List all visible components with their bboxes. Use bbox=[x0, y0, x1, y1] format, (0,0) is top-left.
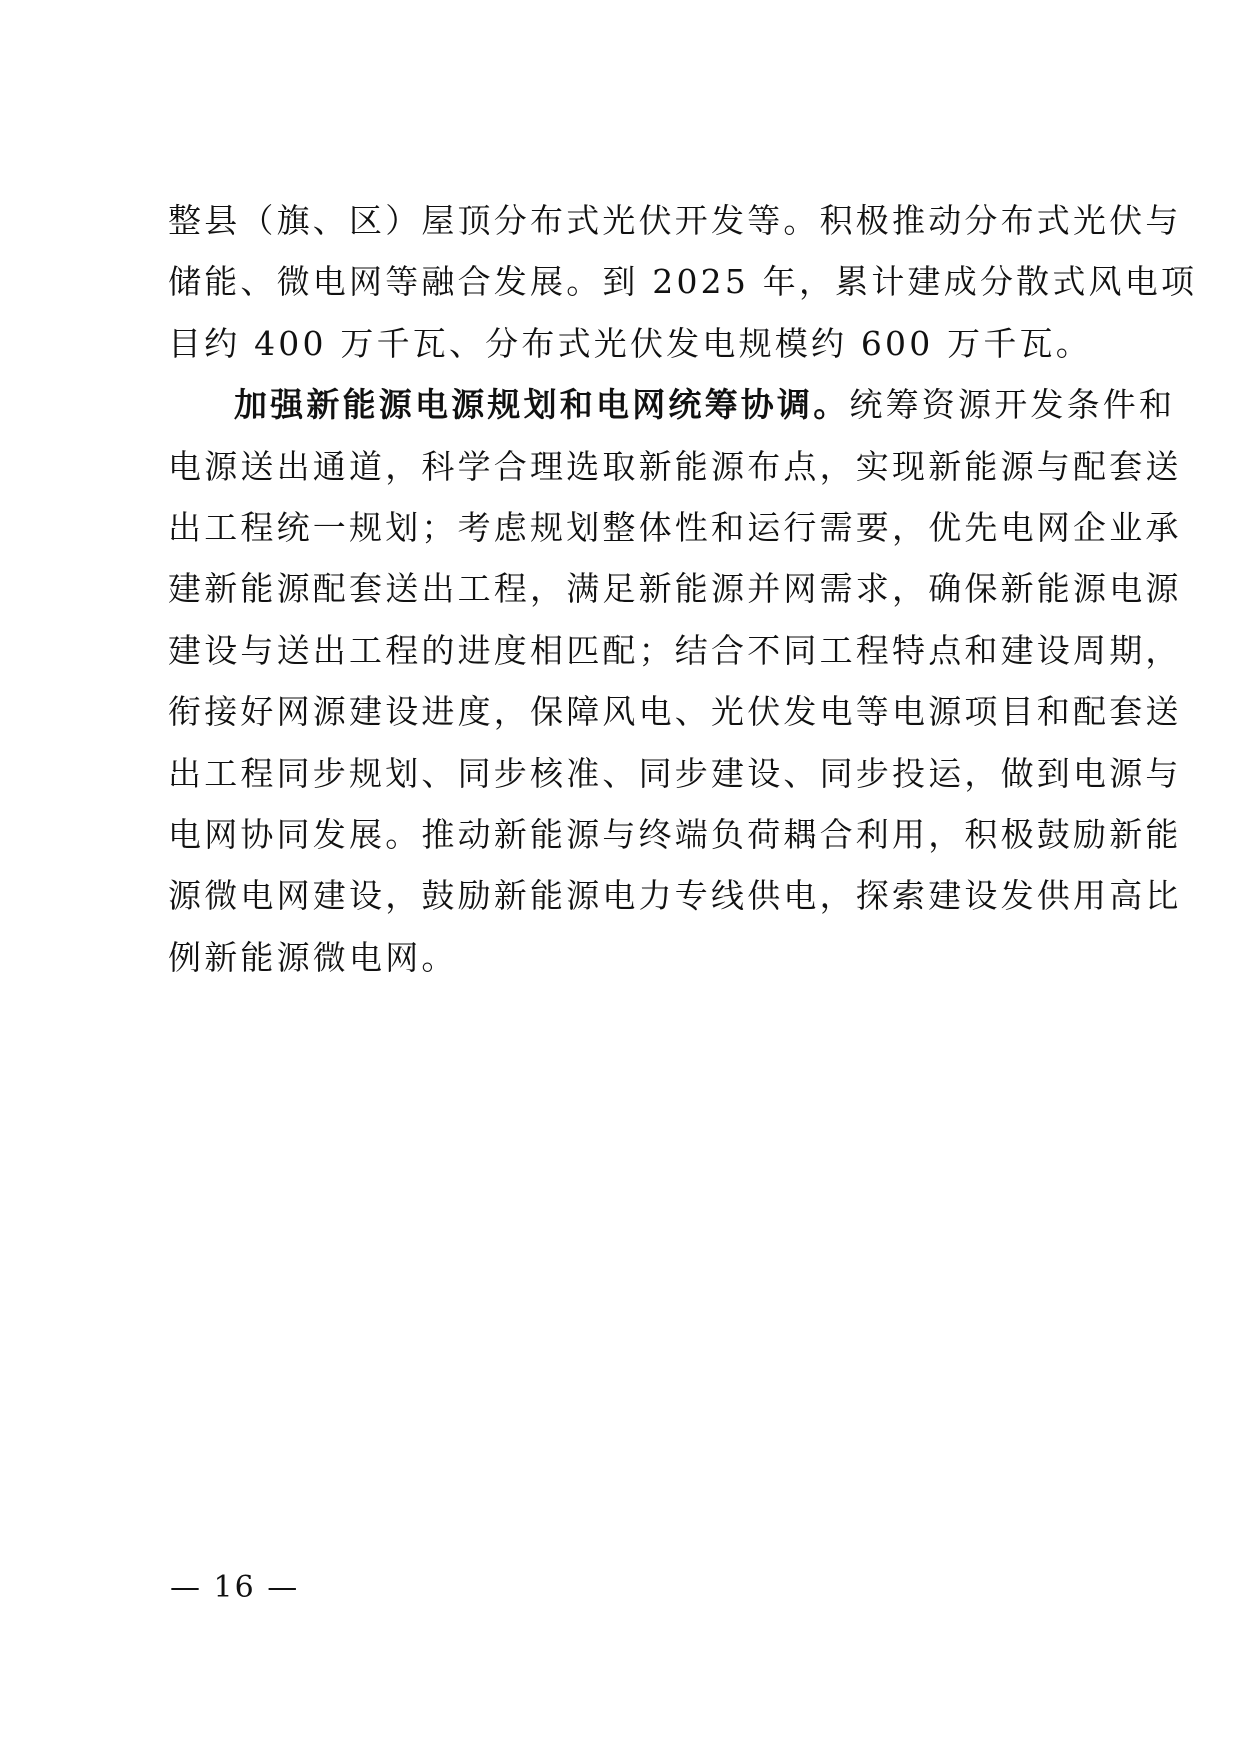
text-line-10 bbox=[168, 743, 1182, 804]
line-text: 电源送出通道，科学合理选取新能源布点，实现新能源与配套送 bbox=[168, 446, 1182, 486]
text-line-7 bbox=[168, 558, 1182, 619]
line-text: 储能、微电网等融合发展。到 2025 年，累计建成分散式风电项 bbox=[168, 262, 1198, 302]
text-line-4 bbox=[168, 374, 1176, 435]
line-text: 例新能源微电网。 bbox=[168, 937, 458, 977]
line-text: 出工程统一规划；考虑规划整体性和运行需要，优先电网企业承 bbox=[168, 507, 1182, 547]
line-text: 目约 400 万千瓦、分布式光伏发电规模约 600 万千瓦。 bbox=[168, 323, 1092, 363]
text-line-12 bbox=[168, 865, 1182, 926]
line-text: 电网协同发展。推动新能源与终端负荷耦合利用，积极鼓励新能 bbox=[168, 814, 1182, 854]
text-line-13 bbox=[168, 927, 1078, 988]
line-text: 衔接好网源建设进度，保障风电、光伏发电等电源项目和配套送 bbox=[168, 692, 1182, 732]
line-text: 出工程同步规划、同步核准、同步建设、同步投运，做到电源与 bbox=[168, 753, 1182, 793]
line-text: 建新能源配套送出工程，满足新能源并网需求，确保新能源电源 bbox=[168, 569, 1182, 609]
text-line-8 bbox=[168, 620, 1182, 681]
line-text: 建设与送出工程的进度相匹配；结合不同工程特点和建设周期， bbox=[168, 630, 1182, 670]
line-text: 统筹资源开发条件和 bbox=[849, 385, 1176, 425]
text-line-11 bbox=[168, 804, 1182, 865]
line-text: 整县（旗、区）屋顶分布式光伏开发等。积极推动分布式光伏与 bbox=[168, 201, 1182, 240]
text-line-9 bbox=[168, 681, 1182, 742]
page-number: — 16 — bbox=[170, 1570, 300, 1605]
body-text bbox=[168, 190, 1198, 988]
text-line-1 bbox=[168, 190, 1182, 251]
line-text: 源微电网建设，鼓励新能源电力专线供电，探索建设发供用高比 bbox=[168, 876, 1182, 916]
paragraph-heading: 加强新能源电源规划和电网统筹协调。 bbox=[234, 385, 850, 425]
text-line-3 bbox=[168, 313, 1092, 374]
text-line-6 bbox=[168, 497, 1182, 558]
text-line-2 bbox=[168, 251, 1198, 312]
text-line-5 bbox=[168, 436, 1182, 497]
